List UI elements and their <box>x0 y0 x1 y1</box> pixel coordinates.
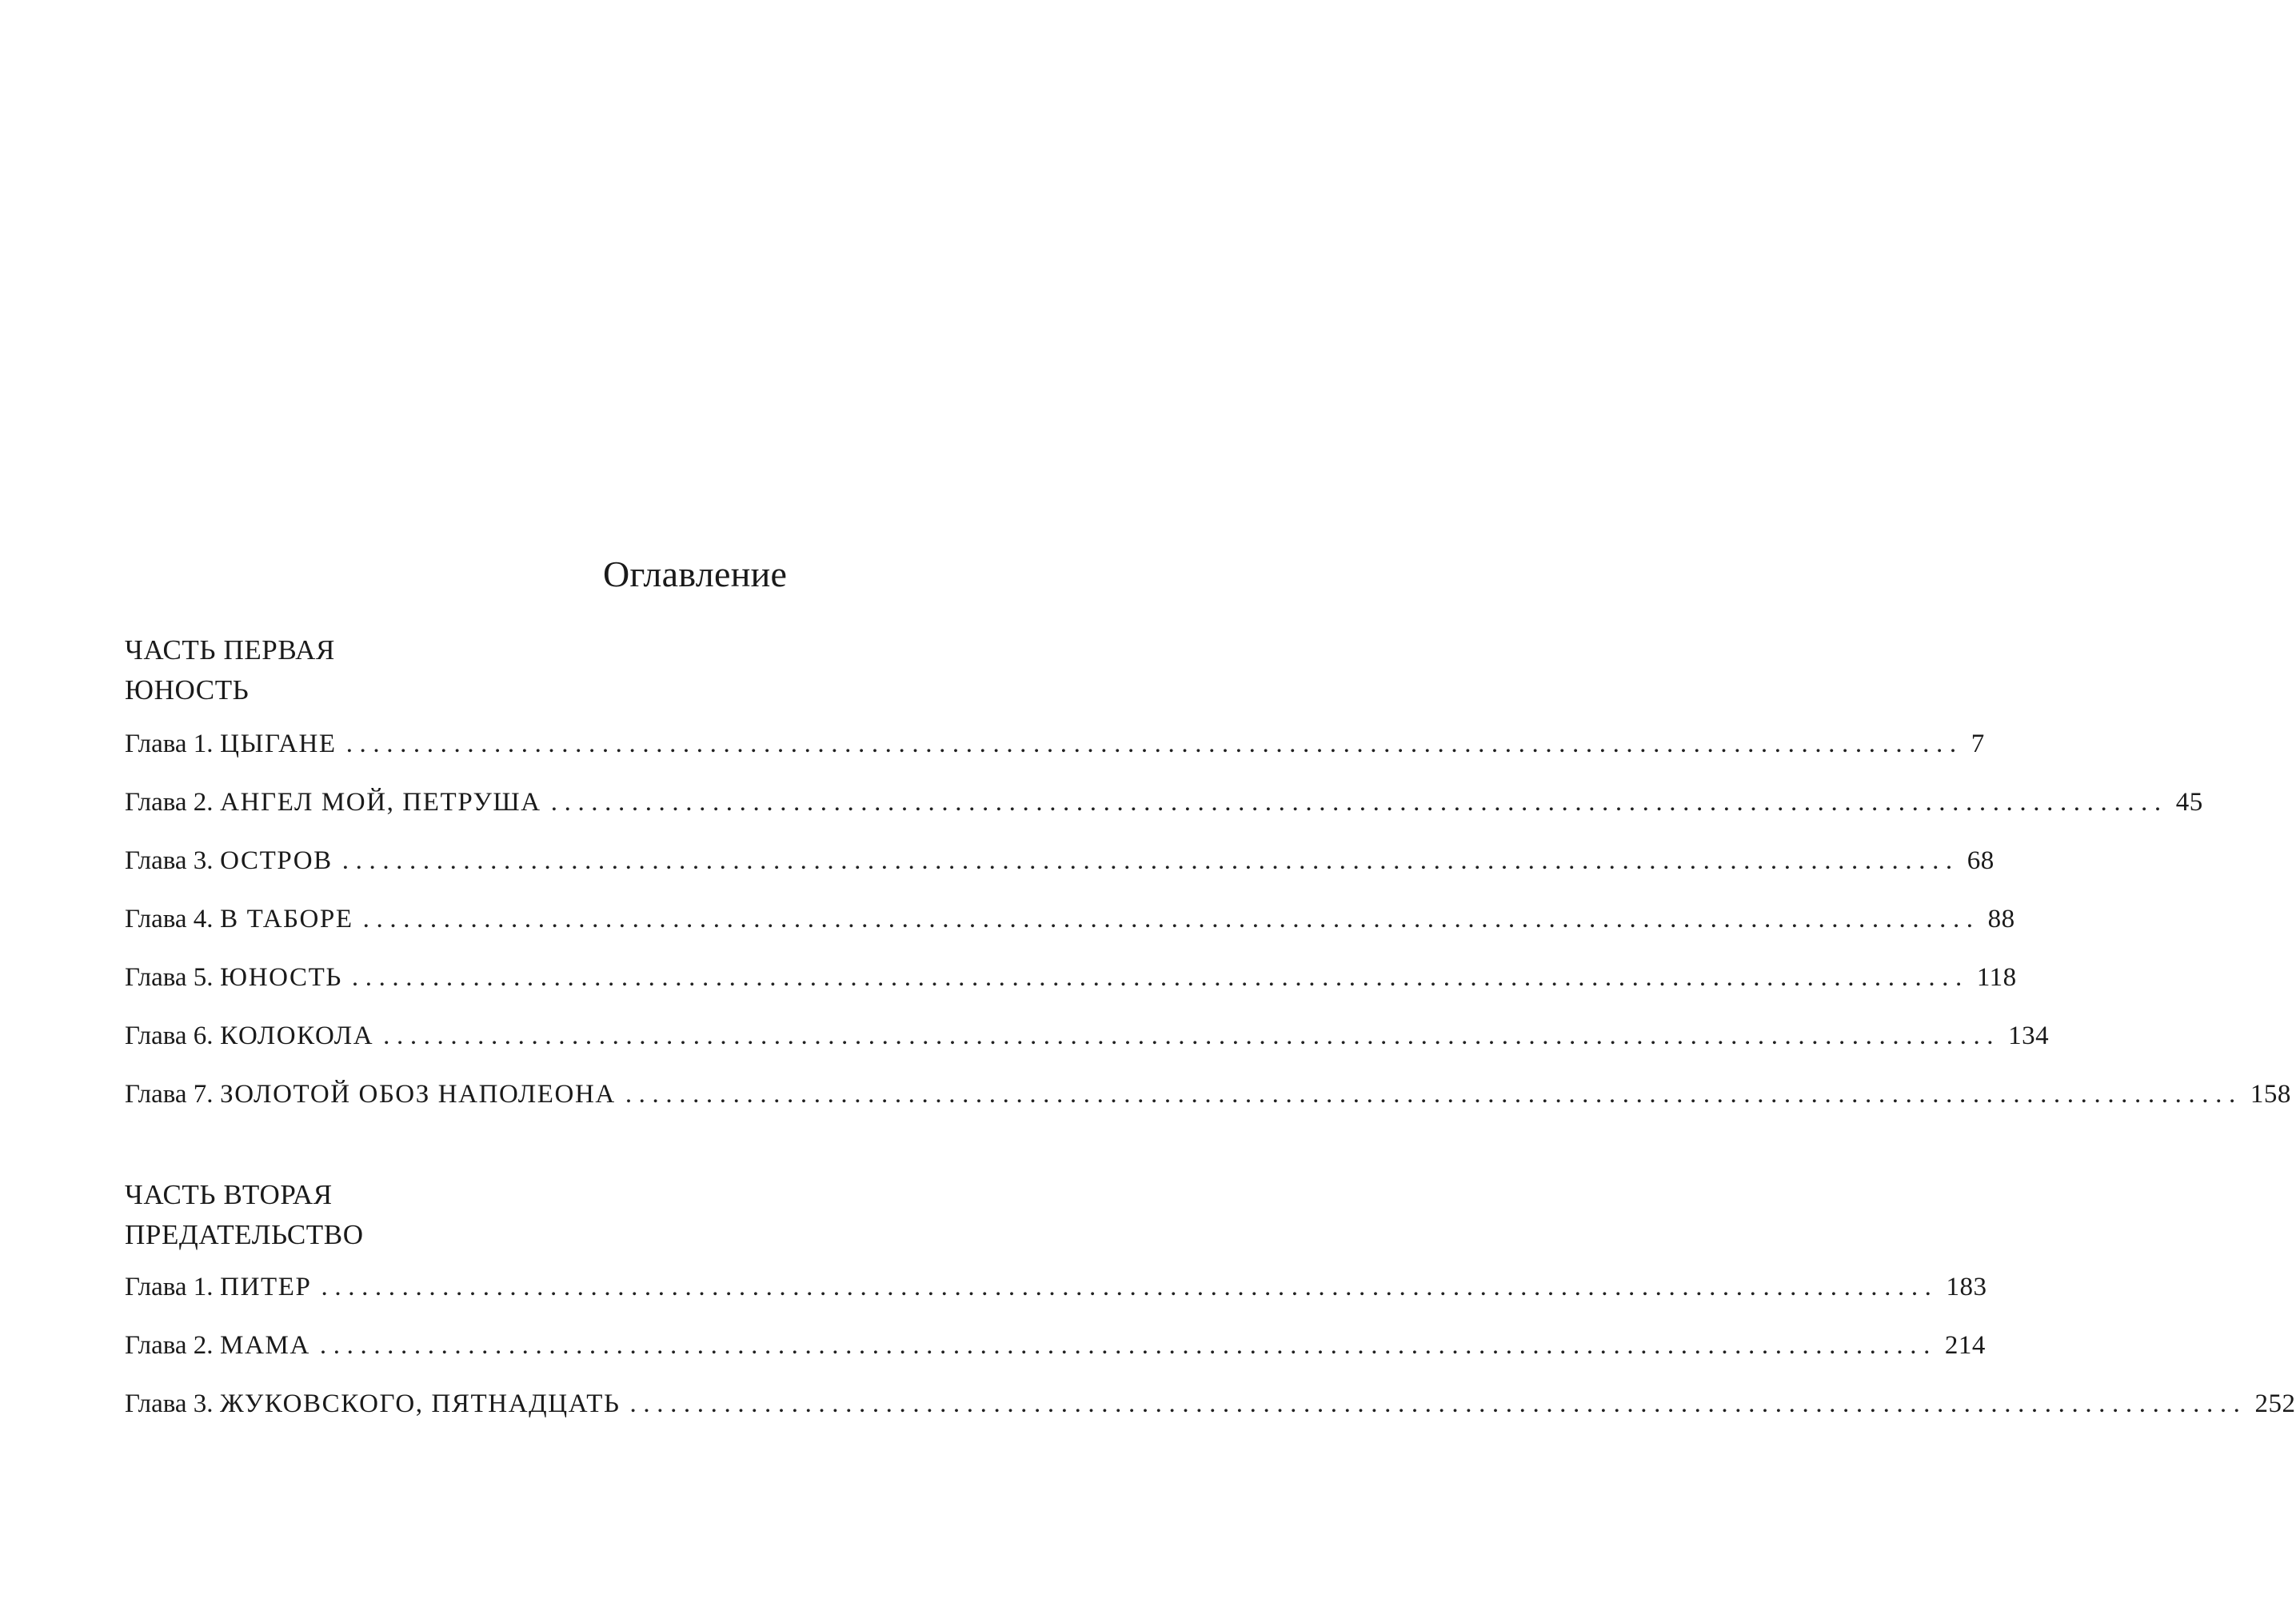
chapter-label <box>125 1385 621 1423</box>
chapter-number: Глава 1. <box>125 1273 214 1301</box>
chapter-label <box>125 725 337 763</box>
part-label: ЧАСТЬ ВТОРАЯ <box>125 1179 333 1210</box>
toc-entry[interactable] <box>125 783 2203 821</box>
toc-entry[interactable] <box>125 725 1985 763</box>
dot-leader: ........................................................................................................................ <box>345 730 1963 758</box>
toc-entry[interactable] <box>125 841 1995 880</box>
dot-leader: ........................................................................................................................ <box>362 905 1980 933</box>
dot-leader: ........................................................................................................................ <box>383 1021 2001 1050</box>
chapter-number: Глава 4. <box>125 905 214 933</box>
dot-leader: ........................................................................................................................ <box>550 788 2168 817</box>
page-number: 88 <box>1987 905 2015 933</box>
page-number: 183 <box>1946 1273 1987 1301</box>
dot-leader: ........................................................................................................................ <box>341 846 1959 875</box>
part-label: ЧАСТЬ ПЕРВАЯ <box>125 634 335 666</box>
chapter-number: Глава 2. <box>125 1331 214 1360</box>
page-number: 118 <box>1976 963 2017 992</box>
page-number: 158 <box>2250 1080 2291 1109</box>
part-name: ЮНОСТЬ <box>125 674 250 706</box>
toc-entry[interactable] <box>125 1075 2291 1113</box>
toc-entry[interactable] <box>125 958 2017 997</box>
toc-entry[interactable] <box>125 1017 2050 1055</box>
dot-leader: ........................................................................................................................ <box>321 1273 1939 1301</box>
chapter-label <box>125 783 541 821</box>
chapter-title: МАМА <box>220 1331 310 1360</box>
toc-entry[interactable] <box>125 1326 1986 1365</box>
page-number: 214 <box>1944 1331 1986 1360</box>
part-heading-1 <box>125 630 335 710</box>
chapter-label <box>125 1017 373 1055</box>
chapter-number: Глава 3. <box>125 1389 214 1418</box>
page-number: 252 <box>2254 1389 2296 1418</box>
page-title: Оглавление <box>603 554 788 594</box>
dot-leader: ........................................................................................................................ <box>351 963 1969 992</box>
chapter-number: Глава 3. <box>125 846 214 875</box>
chapter-number: Глава 2. <box>125 788 214 817</box>
chapter-label <box>125 841 333 880</box>
chapter-label <box>125 900 353 938</box>
toc-entry[interactable] <box>125 1385 2296 1423</box>
part-heading-2 <box>125 1175 364 1255</box>
chapter-title: ЮНОСТЬ <box>220 963 342 992</box>
chapter-title: АНГЕЛ МОЙ, ПЕТРУША <box>220 788 541 817</box>
page-number: 7 <box>1971 730 1985 758</box>
part-name: ПРЕДАТЕЛЬСТВО <box>125 1219 364 1250</box>
chapter-title: ПИТЕР <box>220 1273 312 1301</box>
dot-leader: ........................................................................................................................ <box>629 1389 2247 1418</box>
toc-entry[interactable] <box>125 900 2015 938</box>
chapter-number: Глава 7. <box>125 1080 214 1109</box>
chapter-label <box>125 1268 312 1306</box>
chapter-number: Глава 5. <box>125 963 214 992</box>
page-number: 68 <box>1967 846 1995 875</box>
chapter-number: Глава 1. <box>125 730 214 758</box>
chapter-label <box>125 1326 310 1365</box>
toc-entry[interactable] <box>125 1268 1987 1306</box>
chapter-label <box>125 958 342 997</box>
chapter-title: ЗОЛОТОЙ ОБОЗ НАПОЛЕОНА <box>220 1080 616 1109</box>
page-number: 45 <box>2175 788 2203 817</box>
page-number: 134 <box>2008 1021 2050 1050</box>
dot-leader: ........................................................................................................................ <box>625 1080 2242 1109</box>
chapter-number: Глава 6. <box>125 1021 214 1050</box>
dot-leader: ........................................................................................................................ <box>319 1331 1937 1360</box>
chapter-title: ЦЫГАНЕ <box>220 730 337 758</box>
chapter-title: В ТАБОРЕ <box>220 905 353 933</box>
chapter-label <box>125 1075 616 1113</box>
chapter-title: ОСТРОВ <box>220 846 333 875</box>
chapter-title: ЖУКОВСКОГО, ПЯТНАДЦАТЬ <box>220 1389 621 1418</box>
chapter-title: КОЛОКОЛА <box>220 1021 374 1050</box>
